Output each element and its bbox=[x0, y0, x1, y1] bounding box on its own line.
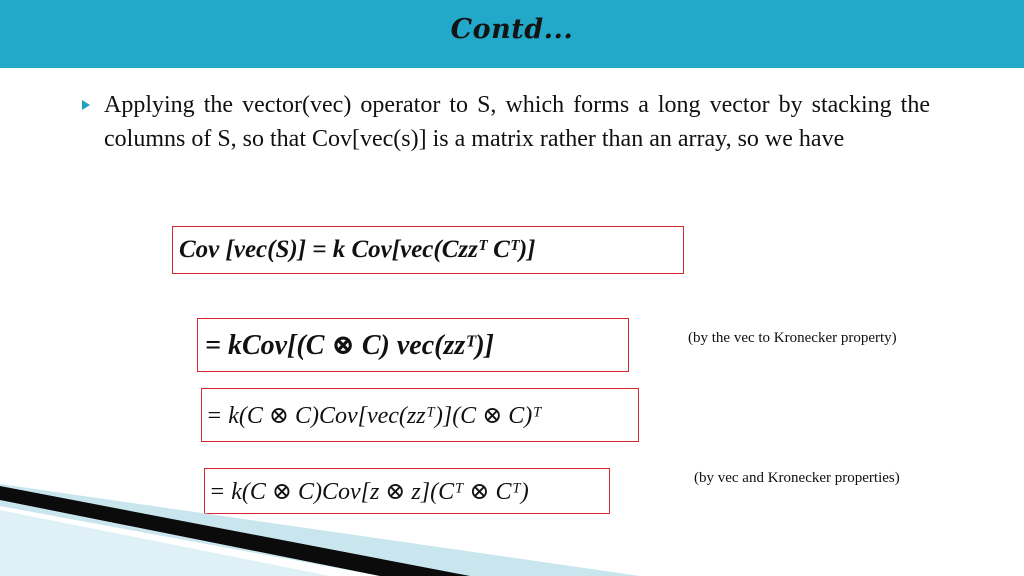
decorative-swoosh bbox=[0, 470, 1024, 576]
equation-2: = kCov[(C ⊗ C) vec(zzᵀ)] bbox=[197, 318, 629, 372]
slide-title: Contd... bbox=[450, 14, 574, 45]
note-vec-kronecker: (by the vec to Kronecker property) bbox=[688, 330, 897, 346]
bullet-arrow-icon bbox=[82, 100, 90, 110]
equation-4: = k(C ⊗ C)Cov[z ⊗ z](Cᵀ ⊗ Cᵀ) bbox=[204, 468, 610, 514]
bullet-text: Applying the vector(vec) operator to S, which forms a long vector by stacking the columns of S, so that Cov[vec(s)] is a matrix rather than an array, so we have bbox=[104, 92, 930, 152]
equation-1: Cov [vec(S)] = k Cov[vec(Czzᵀ Cᵀ)] bbox=[172, 226, 684, 274]
bullet-item bbox=[82, 88, 930, 156]
equation-3: = k(C ⊗ C)Cov[vec(zzᵀ)](C ⊗ C)ᵀ bbox=[201, 388, 639, 442]
note-vec-kronecker-properties: (by vec and Kronecker properties) bbox=[694, 470, 900, 486]
